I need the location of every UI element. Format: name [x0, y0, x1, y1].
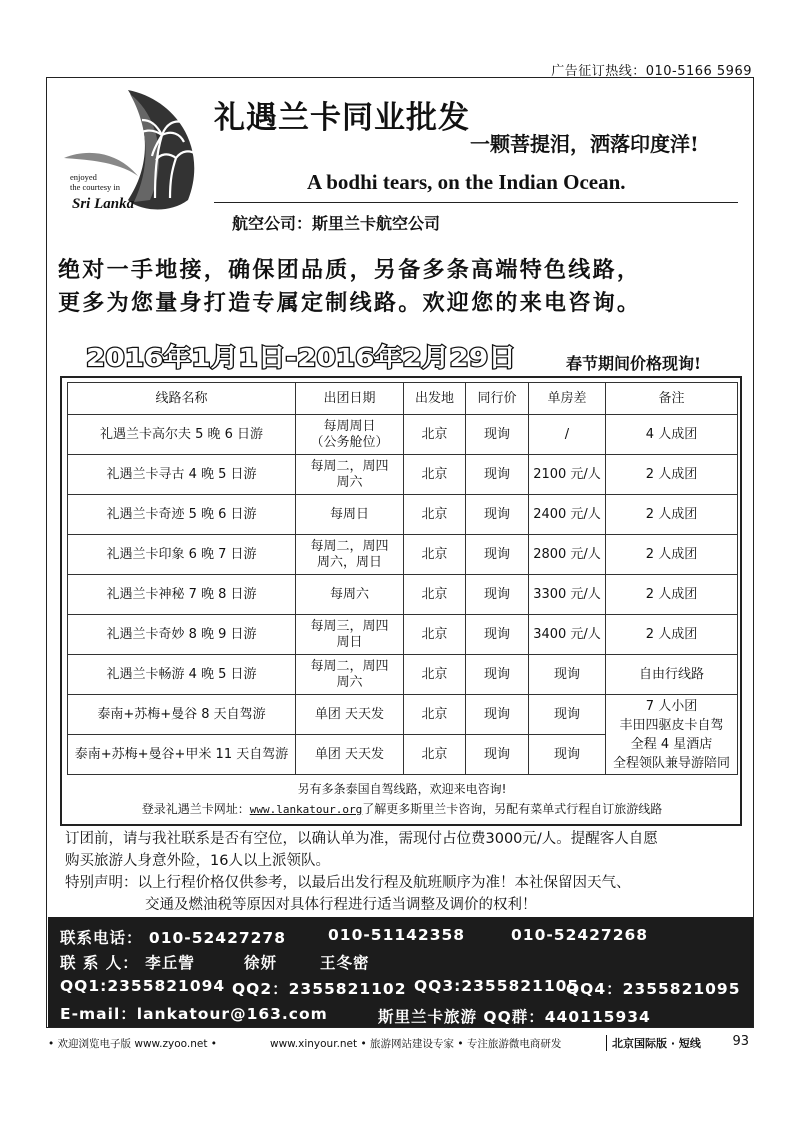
header-single-supplement: 单房差: [529, 383, 606, 415]
peer-price: 现询: [466, 455, 529, 495]
route-name: 礼遇兰卡印象 6 晚 7 日游: [68, 535, 296, 575]
route-name: 礼遇兰卡高尔夫 5 晚 6 日游: [68, 415, 296, 455]
single-supplement: 2800 元/人: [529, 535, 606, 575]
header-departure: 出发地: [404, 383, 466, 415]
order-line: 特别声明：以上行程价格仅供参考，以最后出发行程及航班顺序为准！本社保留因天气、: [65, 875, 631, 891]
table-body: [68, 415, 738, 775]
remark: 2 人成团: [606, 575, 738, 615]
peer-price: 现询: [466, 615, 529, 655]
header-divider: [214, 202, 738, 203]
remark-line: 全程领队兼导游陪同: [612, 755, 730, 771]
header-route: 线路名称: [68, 383, 296, 415]
date-line: 每周二，周四: [310, 458, 389, 474]
peer-price: 现询: [466, 695, 529, 735]
table-row: [68, 575, 738, 615]
departure-city: 北京: [404, 655, 466, 695]
departure-date: [296, 535, 404, 575]
qq-number[interactable]: QQ3:2355821105: [414, 977, 580, 995]
route-name: 礼遇兰卡奇妙 8 晚 9 日游: [68, 615, 296, 655]
footer-left: • 欢迎浏览电子版 www.zyoo.net •: [48, 1038, 217, 1050]
contact-person: 徐妍: [244, 954, 278, 972]
single-supplement: 现询: [529, 655, 606, 695]
departure-date: [296, 415, 404, 455]
single-supplement: 2100 元/人: [529, 455, 606, 495]
contact-person-label: 联 系 人：: [60, 954, 139, 972]
email[interactable]: E-mail：lankatour@163.com: [60, 1005, 328, 1023]
order-line: 交通及燃油税等原因对具体行程进行适当调整及调价的权利！: [145, 897, 537, 913]
company-title: 礼遇兰卡同业批发: [214, 100, 470, 136]
page-number: 93: [732, 1034, 749, 1049]
remark: 自由行线路: [606, 655, 738, 695]
table-row: [68, 695, 738, 735]
single-supplement: 3300 元/人: [529, 575, 606, 615]
table-notes: [67, 779, 737, 820]
price-table-box: [60, 376, 742, 826]
peer-price: 现询: [466, 655, 529, 695]
date-line: 每周二，周四: [310, 538, 389, 554]
qq-number[interactable]: QQ2：2355821102: [232, 980, 407, 998]
price-table: [67, 382, 738, 775]
sri-lanka-logo: [58, 80, 208, 215]
date-line: 每周周日: [323, 418, 376, 434]
table-row: [68, 415, 738, 455]
date-line: 每周二，周四: [310, 658, 389, 674]
date-range: 2016年1月1日-2016年2月29日: [86, 343, 516, 372]
single-supplement: 现询: [529, 735, 606, 775]
peer-price: 现询: [466, 535, 529, 575]
phone-label: 联系电话：: [60, 929, 143, 947]
route-name: 礼遇兰卡寻古 4 晚 5 日游: [68, 455, 296, 495]
departure-date: [296, 495, 404, 535]
departure-city: 北京: [404, 735, 466, 775]
remark: 2 人成团: [606, 495, 738, 535]
intro-text: [58, 254, 748, 320]
svg-text:Sri Lanka: Sri Lanka: [72, 196, 135, 212]
table-row: [68, 495, 738, 535]
remark-line: 7 人小团: [645, 698, 698, 714]
departure-city: 北京: [404, 495, 466, 535]
footer-edition: 北京国际版 · 短线: [606, 1035, 701, 1051]
departure-date: [296, 695, 404, 735]
date-line: 单团 天天发: [314, 746, 385, 762]
date-line: 单团 天天发: [314, 706, 385, 722]
departure-date: [296, 615, 404, 655]
table-note: 另有多条泰国自驾线路，欢迎来电咨询!: [297, 782, 507, 796]
remark: 4 人成团: [606, 415, 738, 455]
slogan-english: A bodhi tears, on the Indian Ocean.: [307, 170, 626, 194]
header-date: 出团日期: [296, 383, 404, 415]
slogan-chinese: 一颗菩提泪，洒落印度洋!: [470, 132, 699, 156]
date-line: 每周六: [329, 586, 369, 602]
single-supplement: /: [529, 415, 606, 455]
contact-person: 李丘訾: [145, 954, 195, 972]
date-line: 每周日: [329, 506, 369, 522]
palm-tree-icon: [58, 80, 208, 215]
departure-date: [296, 735, 404, 775]
intro-line: 更多为您量身打造专属定制线路。欢迎您的来电咨询。: [58, 291, 642, 316]
route-name: 泰南+苏梅+曼谷+甲米 11 天自驾游: [68, 735, 296, 775]
peer-price: 现询: [466, 415, 529, 455]
departure-date: [296, 575, 404, 615]
table-row: [68, 615, 738, 655]
contact-block: [48, 917, 753, 1027]
table-row: [68, 655, 738, 695]
peer-price: 现询: [466, 735, 529, 775]
remark-merged: [606, 695, 738, 775]
date-line: 周六，周日: [316, 554, 382, 570]
peer-price: 现询: [466, 575, 529, 615]
contact-person: 王冬密: [320, 954, 370, 972]
single-supplement: 3400 元/人: [529, 615, 606, 655]
departure-city: 北京: [404, 575, 466, 615]
date-line: 每周三，周四: [310, 618, 389, 634]
footer-middle: www.xinyour.net • 旅游网站建设专家 • 专注旅游微电商研发: [270, 1038, 562, 1050]
single-supplement: 现询: [529, 695, 606, 735]
order-line: 订团前，请与我社联系是否有空位，以确认单为准，需现付占位费3000元/人。提醒客人自愿: [65, 831, 658, 847]
table-note-website: 登录礼遇兰卡网址：www.lankatour.org了解更多斯里兰卡咨询，另配有菜单式行程自订旅游线路: [141, 802, 663, 816]
remark-line: 丰田四驱皮卡自驾: [619, 717, 724, 733]
intro-line: 绝对一手地接，确保团品质，另备多条高端特色线路，: [58, 258, 642, 283]
single-supplement: 2400 元/人: [529, 495, 606, 535]
departure-city: 北京: [404, 535, 466, 575]
remark: 2 人成团: [606, 615, 738, 655]
table-row: [68, 455, 738, 495]
table-row: [68, 535, 738, 575]
table-header-row: [68, 383, 738, 415]
phone-number[interactable]: 010-52427278: [148, 929, 286, 947]
date-line: （公务舱位）: [310, 434, 389, 450]
departure-city: 北京: [404, 695, 466, 735]
departure-city: 北京: [404, 615, 466, 655]
order-notes: [65, 828, 745, 916]
phone-number[interactable]: 010-51142358: [328, 926, 466, 944]
peer-price: 现询: [466, 495, 529, 535]
phone-number[interactable]: 010-52427268: [511, 926, 649, 944]
airline-info: 航空公司：斯里兰卡航空公司: [232, 214, 441, 233]
date-line: 周六: [336, 474, 363, 490]
route-name: 泰南+苏梅+曼谷 8 天自驾游: [68, 695, 296, 735]
remark: 2 人成团: [606, 455, 738, 495]
route-name: 礼遇兰卡神秘 7 晚 8 日游: [68, 575, 296, 615]
svg-text:the courtesy in: the courtesy in: [70, 182, 121, 192]
remark: 2 人成团: [606, 535, 738, 575]
qq-number[interactable]: QQ4：2355821095: [566, 980, 741, 998]
date-line: 周六: [336, 674, 363, 690]
departure-date: [296, 455, 404, 495]
header-price: 同行价: [466, 383, 529, 415]
header-remark: 备注: [606, 383, 738, 415]
order-line: 购买旅游人身意外险，16人以上派领队。: [65, 853, 330, 869]
departure-city: 北京: [404, 415, 466, 455]
svg-text:enjoyed: enjoyed: [70, 172, 97, 182]
spring-festival-note: 春节期间价格现询!: [566, 354, 702, 373]
route-name: 礼遇兰卡畅游 4 晚 5 日游: [68, 655, 296, 695]
departure-city: 北京: [404, 455, 466, 495]
qq-number[interactable]: QQ1:2355821094: [60, 977, 226, 995]
website-link[interactable]: www.lankatour.org: [249, 803, 363, 816]
date-range-banner: [86, 340, 526, 372]
remark-line: 全程 4 星酒店: [630, 736, 713, 752]
qq-group[interactable]: 斯里兰卡旅游 QQ群：440115934: [378, 1008, 651, 1026]
date-line: 周日: [336, 634, 363, 650]
ad-hotline: 广告征订热线：010-5166 5969: [551, 64, 752, 79]
departure-date: [296, 655, 404, 695]
route-name: 礼遇兰卡奇迹 5 晚 6 日游: [68, 495, 296, 535]
